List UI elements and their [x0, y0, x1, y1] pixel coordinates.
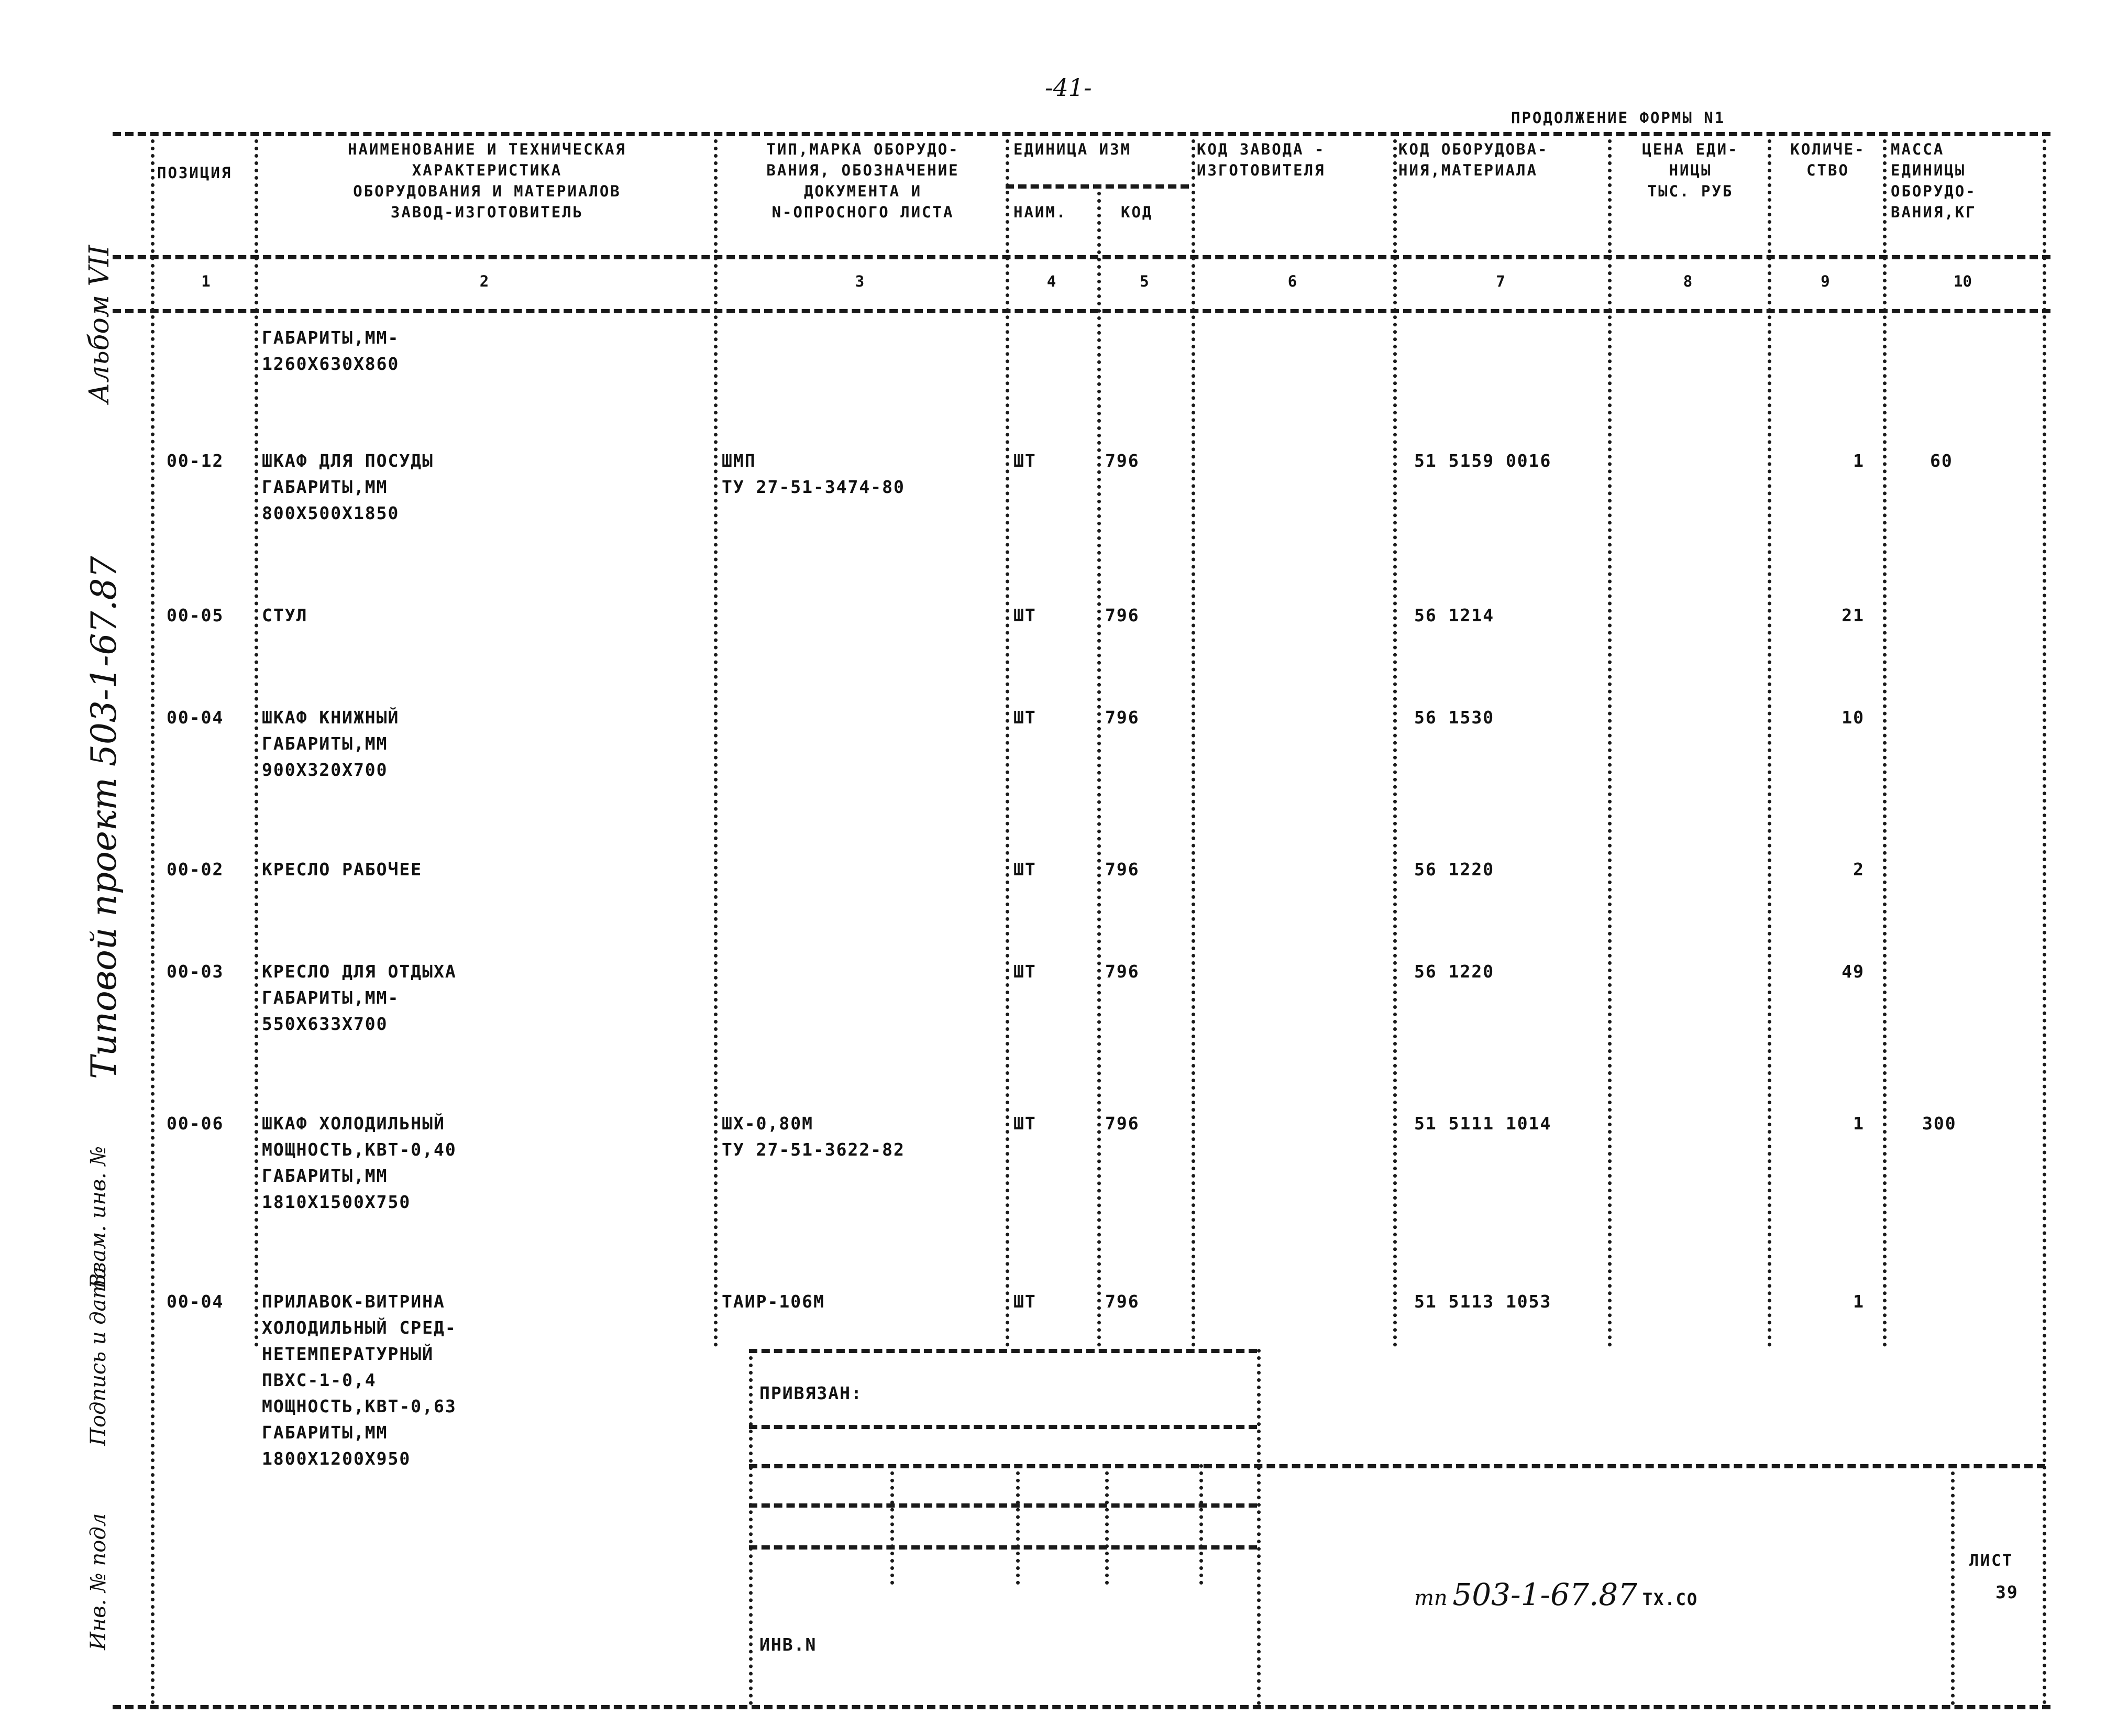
stamp-document-code: тп 503-1-67.87 ТХ.СО [1414, 1577, 1699, 1612]
side-label-album: Альбом VII [84, 245, 115, 403]
stamp-sep-3 [1016, 1464, 1020, 1585]
row-unit: ШТ [1013, 707, 1037, 728]
side-label-replace: Взам. инв. № [86, 1146, 111, 1289]
row-mass: 300 [1922, 1113, 1957, 1134]
header-type: ТИП,МАРКА ОБОРУДО- ВАНИЯ, ОБОЗНАЧЕНИЕ ДОКУМЕНТА И N-ОПРОСНОГО ЛИСТА [766, 140, 960, 221]
row-name: ГАБАРИТЫ,ММ- 1260Х630Х860 [262, 327, 400, 374]
table-row [0, 959, 2106, 1037]
stamp-sheet-number: 39 [1995, 1582, 2019, 1602]
colnum-3: 3 [855, 272, 865, 290]
header-position: ПОЗИЦИЯ [157, 164, 233, 182]
page-number: -41- [1045, 73, 1092, 102]
stamp-sep-1 [749, 1349, 753, 1705]
table-row [0, 325, 2106, 388]
row-equip-code: 56 1530 [1414, 707, 1495, 728]
row-equip-code: 51 5111 1014 [1414, 1113, 1552, 1134]
row-equip-code: 56 1220 [1414, 961, 1495, 982]
row-equip-code: 56 1214 [1414, 605, 1495, 625]
row-name: ШКАФ ХОЛОДИЛЬНЫЙ МОЩНОСТЬ,КВТ-0,40 ГАБАРИТЫ,ММ 1810Х1500Х750 [262, 1113, 457, 1212]
row-unit-code: 796 [1105, 1113, 1140, 1134]
row-position: 00-04 [167, 1291, 224, 1312]
row-unit: ШТ [1013, 1113, 1037, 1134]
table-row [0, 705, 2106, 783]
row-name: СТУЛ [262, 605, 308, 625]
rule-bottom [113, 1705, 2050, 1709]
rule-colnum-bottom [113, 309, 2050, 313]
row-name: ПРИЛАВОК-ВИТРИНА ХОЛОДИЛЬНЫЙ СРЕД- НЕТЕМПЕРАТУРНЫЙ ПВХС-1-0,4 МОЩНОСТЬ,КВТ-0,63 ГАБАРИТЫ,ММ 1800Х1200Х950 [262, 1291, 457, 1469]
row-name: КРЕСЛО РАБОЧЕЕ [262, 859, 423, 880]
row-unit: ШТ [1013, 1291, 1037, 1312]
row-qty: 1 [1853, 1113, 1865, 1134]
stamp-sep-6 [1257, 1349, 1261, 1705]
table-row [0, 1289, 2106, 1477]
row-equip-code: 56 1220 [1414, 859, 1495, 880]
table-row [0, 602, 2106, 634]
colnum-6: 6 [1287, 272, 1297, 290]
row-position: 00-12 [167, 451, 224, 471]
stamp-rule-2 [749, 1425, 1257, 1429]
header-unit-code: КОД [1121, 203, 1153, 221]
header-mass: МАССА ЕДИНИЦЫ ОБОРУДО- ВАНИЯ,КГ [1891, 140, 1977, 221]
row-type: ТАИР-106М [722, 1291, 825, 1312]
row-qty: 2 [1853, 859, 1865, 880]
row-unit-code: 796 [1105, 961, 1140, 982]
stamp-rule-4 [749, 1503, 1257, 1508]
continuation-label: ПРОДОЛЖЕНИЕ ФОРМЫ N1 [1511, 109, 1726, 127]
row-name: КРЕСЛО ДЛЯ ОТДЫХА ГАБАРИТЫ,ММ- 550Х633Х700 [262, 961, 457, 1034]
row-equip-code: 51 5159 0016 [1414, 451, 1552, 471]
colnum-4: 4 [1046, 272, 1056, 290]
row-qty: 21 [1842, 605, 1865, 625]
row-unit-code: 796 [1105, 859, 1140, 880]
row-position: 00-02 [167, 859, 224, 880]
stamp-sep-5 [1199, 1464, 1203, 1585]
row-unit: ШТ [1013, 859, 1037, 880]
colnum-1: 1 [201, 272, 211, 290]
side-label-inv: Инв. № подл [86, 1513, 111, 1650]
row-position: 00-06 [167, 1113, 224, 1134]
row-position: 00-05 [167, 605, 224, 625]
stamp-sep-4 [1105, 1464, 1109, 1585]
header-plant-code: КОД ЗАВОДА - ИЗГОТОВИТЕЛЯ [1197, 140, 1326, 179]
header-unit-name: НАИМ. [1013, 203, 1067, 221]
row-qty: 1 [1853, 451, 1865, 471]
side-label-project: Типовой проект 503-1-67.87 [84, 556, 124, 1079]
table-row [0, 1111, 2106, 1215]
row-qty: 10 [1842, 707, 1865, 728]
row-equip-code: 51 5113 1053 [1414, 1291, 1552, 1312]
row-mass: 60 [1930, 451, 1953, 471]
colnum-9: 9 [1821, 272, 1830, 290]
colnum-8: 8 [1683, 272, 1693, 290]
stamp-inv: ИНВ.N [759, 1634, 817, 1655]
colnum-10: 10 [1954, 272, 1972, 290]
row-unit-code: 796 [1105, 1291, 1140, 1312]
table-row [0, 856, 2106, 888]
side-label-sign: Подпись и дата [86, 1266, 111, 1446]
row-position: 00-04 [167, 707, 224, 728]
row-type: ШХ-0,80М ТУ 27-51-3622-82 [722, 1113, 905, 1160]
row-name: ШКАФ КНИЖНЫЙ ГАБАРИТЫ,ММ 900Х320Х700 [262, 707, 400, 780]
stamp-rule-3 [749, 1464, 2045, 1468]
rule-header-bottom [113, 255, 2050, 259]
header-equip-code: КОД ОБОРУДОВА- НИЯ,МАТЕРИАЛА [1398, 140, 1549, 179]
stamp-rule-1 [749, 1349, 1257, 1353]
row-position: 00-03 [167, 961, 224, 982]
colnum-7: 7 [1496, 272, 1505, 290]
row-name: ШКАФ ДЛЯ ПОСУДЫ ГАБАРИТЫ,ММ 800Х500Х1850 [262, 451, 434, 523]
row-qty: 1 [1853, 1291, 1865, 1312]
row-type: ШМП ТУ 27-51-3474-80 [722, 451, 905, 497]
stamp-rule-5 [749, 1545, 1257, 1550]
stamp-sep-sheet [1951, 1464, 1955, 1705]
header-unit: ЕДИНИЦА ИЗМ [1013, 140, 1132, 158]
table-row [0, 448, 2106, 553]
row-qty: 49 [1842, 961, 1865, 982]
header-price: ЦЕНА ЕДИ- НИЦЫ ТЫС. РУБ [1642, 140, 1739, 200]
header-qty: КОЛИЧЕ- СТВО [1790, 140, 1866, 179]
row-unit-code: 796 [1105, 707, 1140, 728]
header-name: НАИМЕНОВАНИЕ И ТЕХНИЧЕСКАЯ ХАРАКТЕРИСТИКА ОБОРУДОВАНИЯ И МАТЕРИАЛОВ ЗАВОД-ИЗГОТОВИТЕЛЬ [348, 140, 626, 221]
row-unit: ШТ [1013, 451, 1037, 471]
stamp-privyazan: ПРИВЯЗАН: [759, 1383, 863, 1403]
stamp-sheet-label: ЛИСТ [1969, 1552, 2014, 1570]
colnum-5: 5 [1140, 272, 1149, 290]
colnum-2: 2 [479, 272, 489, 290]
row-unit-code: 796 [1105, 605, 1140, 625]
row-unit: ШТ [1013, 961, 1037, 982]
row-unit: ШТ [1013, 605, 1037, 625]
row-unit-code: 796 [1105, 451, 1140, 471]
stamp-sep-2 [890, 1464, 894, 1585]
rule-top [113, 132, 2050, 136]
